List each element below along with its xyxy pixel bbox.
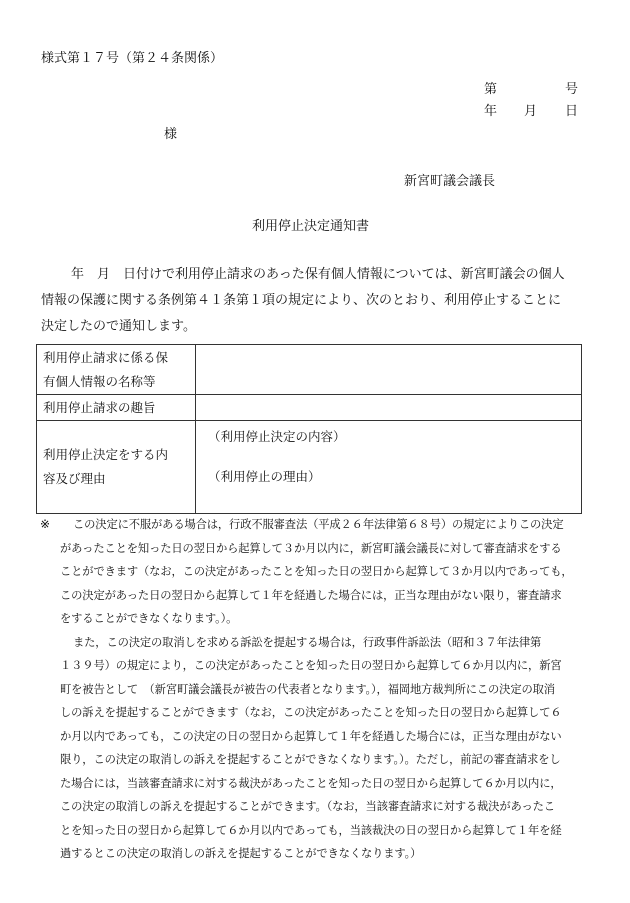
issuer-name: 新宮町議会議長 <box>404 174 496 189</box>
appeal-notes <box>60 513 582 866</box>
date-year: 年 <box>484 104 498 119</box>
document-title: 利用停止決定通知書 <box>252 219 370 234</box>
intro-line-1: 年 月 日付けで利用停止請求のあった保有個人情報については、新宮町議会の個人 <box>71 267 565 282</box>
note-p2-line: た場合には，当該審査請求に対する裁決があったことを知った日の翌日から起算して６か月以内に， <box>60 776 562 790</box>
note-p1-line: をすることができなくなります。）。 <box>60 612 238 625</box>
date-day: 日 <box>565 104 579 119</box>
label-request-purpose: 利用停止請求の趣旨 <box>37 395 196 421</box>
ref-no-prefix: 第 <box>484 82 498 97</box>
value-decision-reason <box>196 421 582 514</box>
intro-paragraph <box>41 262 587 340</box>
note-p2-line: １３９号）の規定により，この決定があったことを知った日の翌日から起算して６か月以内に，新宮 <box>60 659 562 672</box>
date-month: 月 <box>524 104 538 119</box>
note-p2-line: しの訴えを提起することができます（なお，この決定があったことを知った日の翌日から起算して６ <box>60 706 562 719</box>
note-p2-line: また，この決定の取消しを求める訴訟を提起する場合は，行政事件訴訟法（昭和３７年法律第 <box>73 635 542 649</box>
note-p1-line: があったことを知った日の翌日から起算して３か月以内に，新宮町議会議長に対して審査請求をする <box>60 541 562 555</box>
note-p1-line: この決定があった日の翌日から起算して１年を経過した場合には，正当な理由がない限り，審査請求 <box>60 588 562 602</box>
decision-reason-label: （利用停止の理由） <box>208 469 321 484</box>
form-number: 様式第１７号（第２４条関係） <box>41 51 224 66</box>
table-row-target <box>37 345 582 395</box>
value-target-info <box>196 345 582 395</box>
note-p2-line: この決定の取消しの訴えを提起することができます。（なお，当該審査請求に対する裁決があったこ <box>60 800 555 813</box>
label-decision-reason: 利用停止決定をする内 容及び理由 <box>37 421 196 514</box>
addressee-suffix: 様 <box>164 127 178 142</box>
value-request-purpose <box>196 395 582 421</box>
note-p2-line: 過するとこの決定の取消しの訴えを提起することができなくなります。） <box>60 847 422 860</box>
note-p2-line: か月以内であっても，この決定の日の翌日から起算して１年を経過した場合には，正当な理由がない <box>60 729 562 743</box>
note-p1-line: ことができます（なお，この決定があったことを知った日の翌日から起算して３か月以内であっても， <box>60 565 573 578</box>
note-p2-line: とを知った日の翌日から起算して６か月以内であっても，当該裁決の日の翌日から起算して１年を経 <box>60 823 562 837</box>
note-p2-line: 限り，この決定の取消しの訴えを提起することができなくなります。）。ただし，前記の審査請求をし <box>60 753 561 766</box>
decision-content-label: （利用停止決定の内容） <box>208 429 346 444</box>
table-row-decision <box>37 421 582 514</box>
intro-line-2: 情報の保護に関する条例第４１条第１項の規定により、次のとおり、利用停止することに <box>41 293 562 308</box>
label-target-info: 利用停止請求に係る保 有個人情報の名称等 <box>37 345 196 395</box>
ref-no-suffix: 号 <box>565 82 579 97</box>
note-p2-line: 町を被告として （新宮町議会議長が被告の代表者となります。），福岡地方裁判所にこの決定の取消 <box>60 682 555 696</box>
note-p1-line: この決定に不服がある場合は，行政不服審査法（平成２６年法律第６８号）の規定によりこの決定 <box>73 518 564 531</box>
intro-line-3: 決定したので通知します。 <box>41 319 196 334</box>
info-table <box>36 344 582 514</box>
note-mark: ※ <box>40 517 51 531</box>
table-row-purpose <box>37 395 582 421</box>
